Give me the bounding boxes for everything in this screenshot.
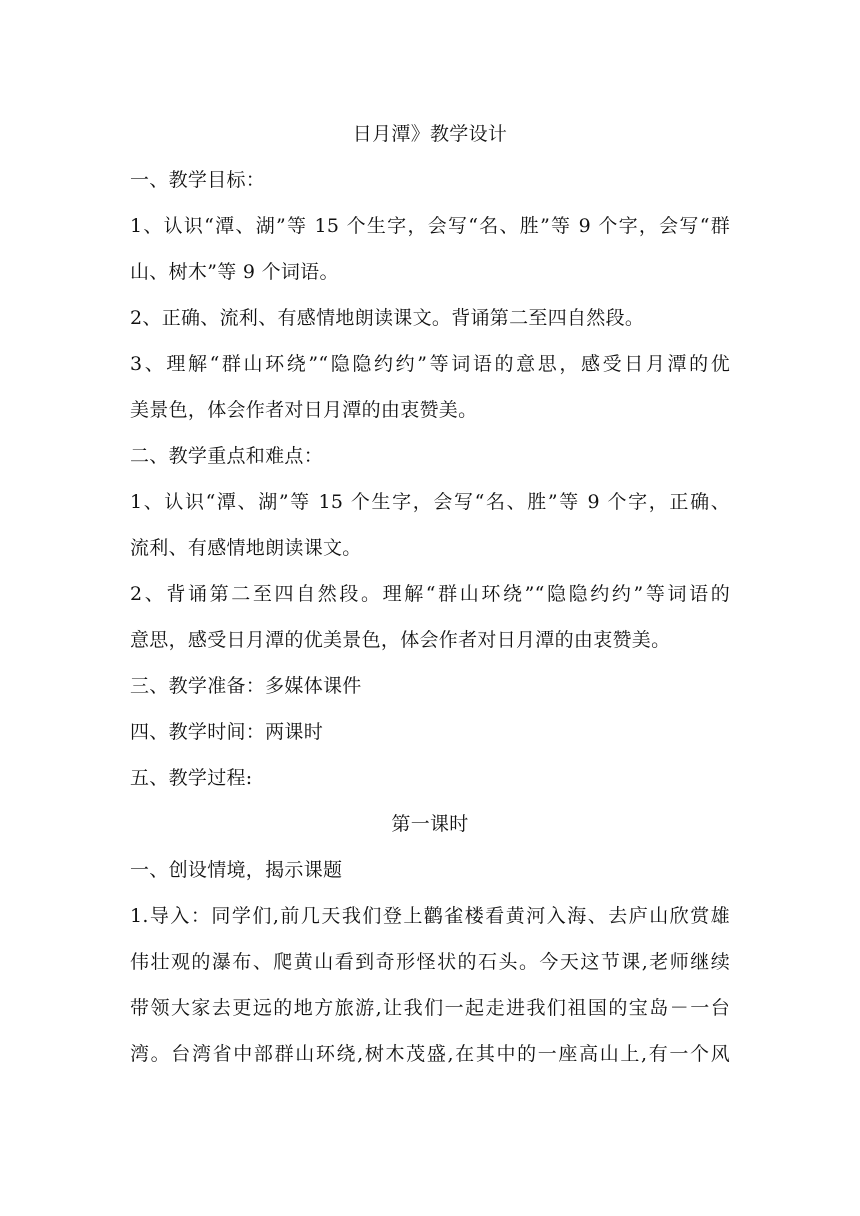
section-heading-time: 四、教学时间：两课时 (130, 721, 324, 743)
lesson-heading: 第一课时 (391, 813, 469, 835)
paragraph-line: 美景色，体会作者对日月潭的由衷赞美。 (130, 399, 478, 421)
paragraph-line: 3、理解“群山环绕”“隐隐约约”等词语的意思，感受日月潭的优 (130, 353, 730, 375)
document-page (130, 111, 730, 1077)
section-heading-objectives: 一、教学目标： (130, 169, 266, 191)
paragraph-line: 湾。台湾省中部群山环绕,树木茂盛,在其中的一座高山上,有一个风 (130, 1043, 730, 1065)
paragraph-line: 1.导入：同学们,前几天我们登上鹳雀楼看黄河入海、去庐山欣赏雄 (130, 905, 730, 927)
section-heading-key-points: 二、教学重点和难点： (130, 445, 324, 467)
section-heading-process: 五、教学过程: (130, 767, 253, 789)
paragraph-line: 1、认识“潭、湖”等 15 个生字，会写“名、胜”等 9 个字，会写“群 (130, 215, 730, 237)
paragraph-line: 伟壮观的瀑布、爬黄山看到奇形怪状的石头。今天这节课,老师继续 (130, 951, 730, 973)
paragraph-line: 2、正确、流利、有感情地朗读课文。背诵第二至四自然段。 (130, 307, 645, 329)
paragraph-line: 山、树木”等 9 个词语。 (130, 261, 339, 283)
paragraph-line: 2、背诵第二至四自然段。理解“群山环绕”“隐隐约约”等词语的 (130, 583, 730, 605)
paragraph-line: 流利、有感情地朗读课文。 (130, 537, 362, 559)
paragraph-line: 意思，感受日月潭的优美景色，体会作者对日月潭的由衷赞美。 (130, 629, 671, 651)
paragraph-line: 带领大家去更远的地方旅游,让我们一起走进我们祖国的宝岛－一台 (130, 997, 730, 1019)
section-heading-preparation: 三、教学准备：多媒体课件 (130, 675, 362, 697)
document-title: 日月潭》教学设计 (352, 123, 508, 145)
step-heading: 一、创设情境，揭示课题 (130, 859, 343, 881)
paragraph-line: 1、认识“潭、湖”等 15 个生字，会写“名、胜”等 9 个字，正确、 (130, 491, 730, 513)
